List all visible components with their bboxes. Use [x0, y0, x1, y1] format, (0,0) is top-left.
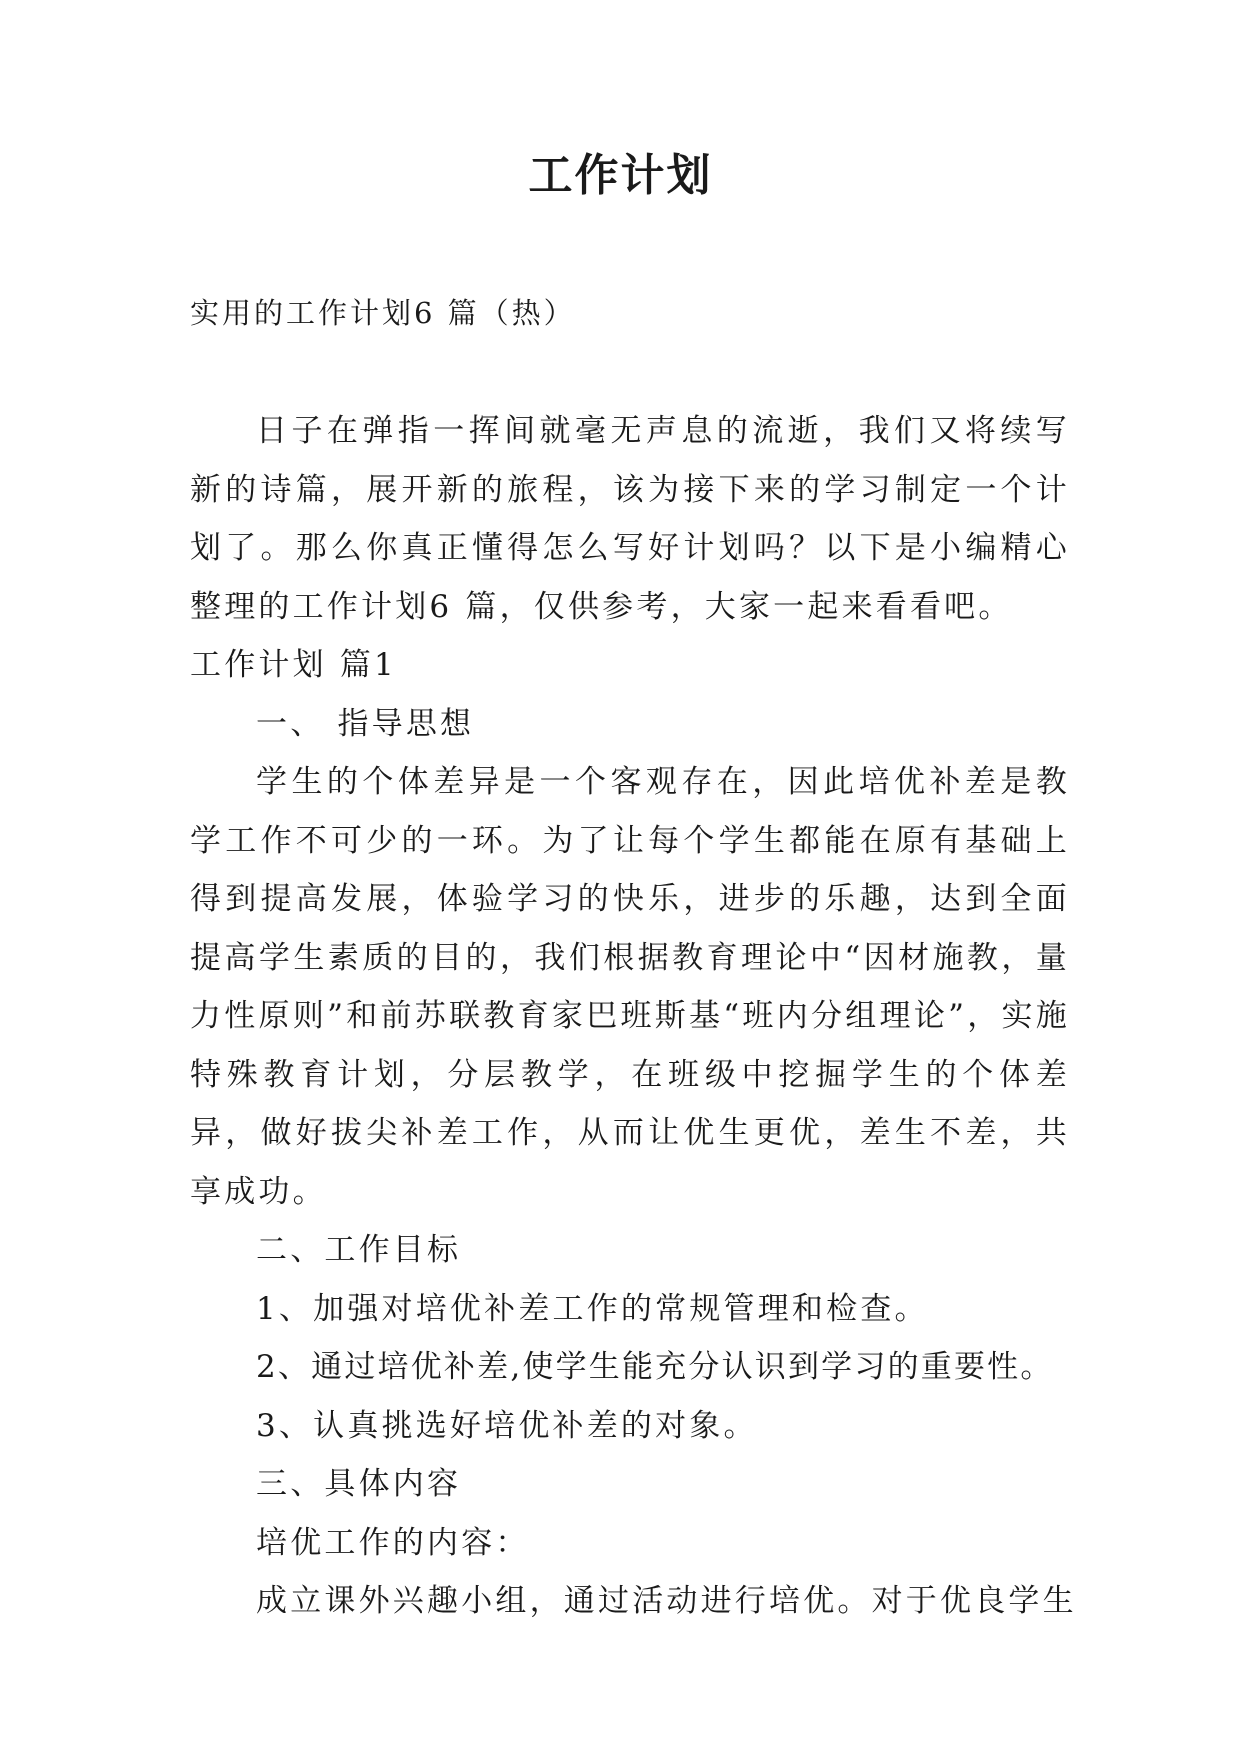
section-3-paragraph: 成立课外兴趣小组，通过活动进行培优。对于优良学生	[256, 1583, 1077, 1619]
section-heading-1: 一、 指导思想	[256, 705, 475, 742]
document-title: 工作计划	[528, 150, 713, 201]
section-1-paragraph: 学生的个体差异是一个客观存在，因此培优补差是教学工作不可少的一环。为了让每个学生都能在原有基础上得到提高发展，体验学习的快乐，进步的乐趣，达到全面提高学生素质的目的，我们根据教育理论中“因材施教，量力性原则”和前苏联教育家巴班斯基“班内分组理论”，实施特殊教育计划，分层教学，在班级中挖掘学生的个体差异，做好拔尖补差工作，从而让优生更优，差生不差，共享成功。	[190, 764, 1070, 1210]
goal-item-3: 3、认真挑选好培优补差的对象。	[256, 1407, 758, 1444]
document-body	[190, 402, 1077, 1631]
document-subtitle: 实用的工作计划6 篇（热）	[190, 296, 576, 330]
section-heading-2: 二、工作目标	[256, 1232, 462, 1268]
section-heading-3: 三、具体内容	[256, 1466, 462, 1502]
section-3-subheading: 培优工作的内容：	[256, 1524, 530, 1561]
article-heading: 工作计划 篇1	[190, 647, 397, 683]
goal-item-2: 2、通过培优补差,使学生能充分认识到学习的重要性。	[256, 1349, 1054, 1385]
goal-item-1: 1、加强对培优补差工作的常规管理和检查。	[256, 1290, 929, 1327]
intro-paragraph: 日子在弹指一挥间就毫无声息的流逝，我们又将续写新的诗篇，展开新的旅程，该为接下来的学习制定一个计划了。那么你真正懂得怎么写好计划吗？以下是小编精心整理的工作计划6 篇，仅供参考，大家一起来看看吧。	[190, 413, 1070, 625]
